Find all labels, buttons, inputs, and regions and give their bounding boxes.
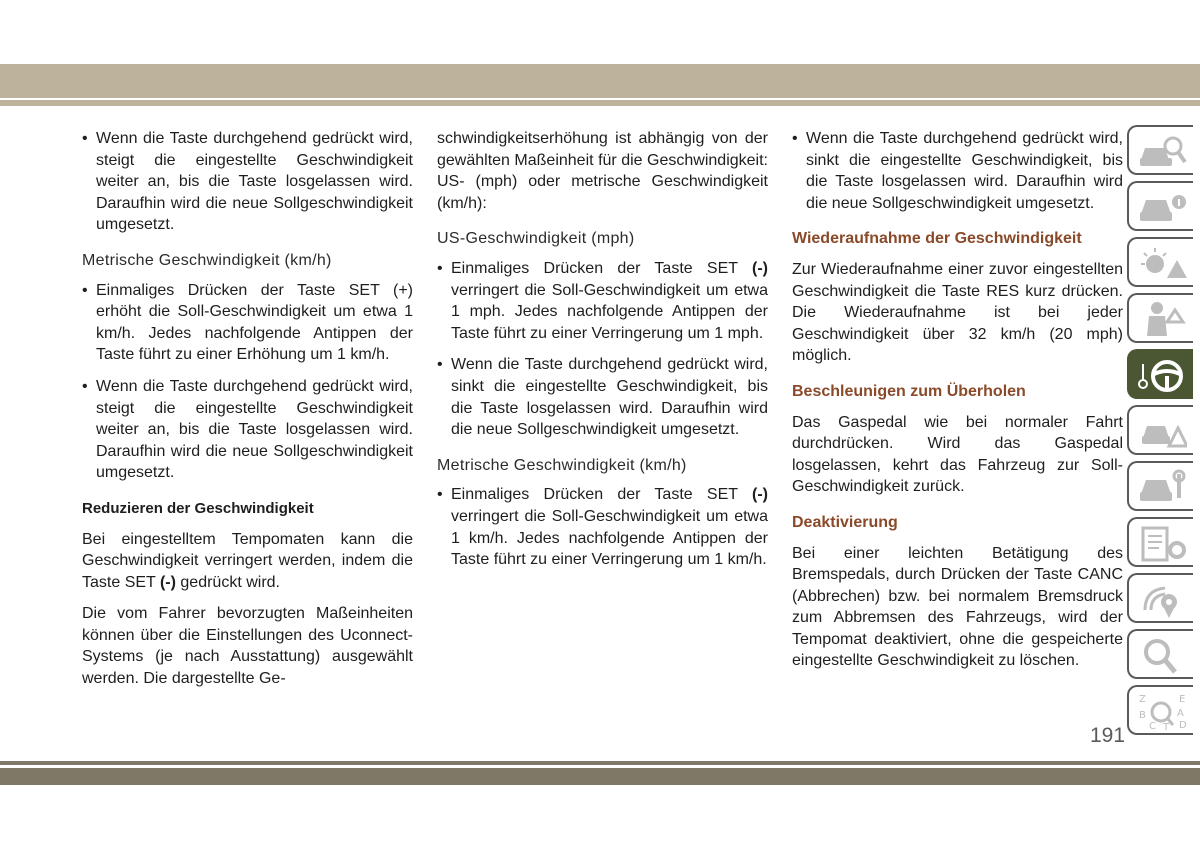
index-letter: D	[1179, 720, 1187, 731]
header-rule	[0, 100, 1200, 106]
footer-band	[0, 768, 1200, 785]
section-heading: Beschleunigen zum Überholen	[792, 382, 1026, 400]
tab-index-search[interactable]	[1127, 629, 1193, 679]
section-heading: Deaktivierung	[792, 513, 898, 531]
tab-car-search[interactable]	[1127, 125, 1193, 175]
tab-specifications[interactable]	[1127, 517, 1193, 567]
subheading: US-Geschwindigkeit (mph)	[437, 230, 635, 248]
index-letter: B	[1139, 710, 1146, 721]
footer-rule	[0, 761, 1200, 765]
steering-wheel-icon	[1137, 356, 1187, 396]
list-item: • Einmaliges Drücken der Taste SET (+) erhöht die Soll-Geschwindigkeit um etwa 1 km/h. Jedes nachfolgende Antippen der Taste führt zu einer Erhöhung um 1 km/h.	[82, 280, 413, 366]
column-2	[437, 128, 768, 581]
paragraph: Bei einer leichten Betätigung des Bremspedals, durch Drücken der Taste CANC (Abbrechen) bzw. bei normalem Bremsdruck zum Abbremsen des Fahrzeugs, wird der Tempomat deaktiviert, ohne die gespeicherte eingestellte Geschwindigkeit zu löschen.	[792, 544, 1123, 670]
paragraph	[82, 529, 413, 594]
section-heading: Reduzieren der Geschwindigkeit	[82, 499, 314, 517]
multimedia-icon	[1137, 580, 1187, 620]
paragraph: Zur Wiederaufnahme einer zuvor eingestellten Geschwindigkeit die Taste RES kurz drücken. Die Wiederaufnahme ist bei jeder Geschwindigkeit über 32 km/h (20 mph) möglich.	[792, 260, 1123, 365]
subheading: Metrische Geschwindigkeit (km/h)	[82, 251, 332, 269]
paragraph: schwindigkeitserhöhung ist abhängig von der gewählten Maßeinheit für die Geschwindigkeit: US- (mph) oder metrische Geschwindigkeit (km/h):	[437, 130, 768, 212]
list-item	[437, 484, 768, 570]
text: Einmaliges Drücken der Taste SET	[451, 259, 753, 277]
tab-car-info[interactable]	[1127, 181, 1193, 231]
bold-text: (-)	[752, 259, 768, 277]
list-item	[437, 258, 768, 344]
tab-alphabet-index[interactable]	[1127, 685, 1193, 735]
index-letter: T	[1163, 722, 1170, 732]
paragraph: Das Gaspedal wie bei normaler Fahrt durchdrücken. Wird das Gaspedal losgelassen, kehrt das Fahrzeug zur Soll-Geschwindigkeit zurück.	[792, 413, 1123, 496]
index-search-icon	[1137, 636, 1187, 676]
paragraph: Die vom Fahrer bevorzugten Maßeinheiten können über die Einstellungen des Uconnect-Systems (je nach Ausstattung) ausgewählt werden. Die dargestellte Ge-	[82, 605, 413, 688]
index-letter: A	[1177, 708, 1184, 719]
index-letter: E	[1179, 694, 1186, 705]
car-service-icon	[1137, 468, 1187, 508]
header-band	[0, 64, 1200, 98]
car-info-icon	[1137, 188, 1187, 228]
list-item: • Wenn die Taste durchgehend gedrückt wird, steigt die eingestellte Geschwindigkeit weiter an, bis die Taste losgelassen wird. Daraufhin wird die neue Sollgeschwindigkeit umgesetzt.	[82, 128, 413, 236]
text: Bei eingestelltem Tempomaten kann die Geschwindigkeit verringert werden, indem die Taste SET	[82, 530, 413, 591]
car-search-icon	[1137, 132, 1187, 172]
list-item: • Wenn die Taste durchgehend gedrückt wird, steigt die eingestellte Geschwindigkeit weiter an, bis die Taste losgelassen wird. Daraufhin wird die neue Sollgeschwindigkeit umgesetzt.	[82, 376, 413, 484]
tab-roadside-warning[interactable]	[1127, 405, 1193, 455]
section-heading: Wiederaufnahme der Geschwindigkeit	[792, 230, 1082, 248]
page-number: 191	[1090, 724, 1126, 747]
text: gedrückt wird.	[175, 573, 280, 591]
tab-multimedia[interactable]	[1127, 573, 1193, 623]
text: verringert die Soll-Geschwindigkeit um etwa 1 km/h. Jedes nachfolgende Antippen der Taste führt zu einer Verringerung um 1 km/h.	[451, 507, 768, 569]
warning-lights-icon	[1137, 244, 1187, 284]
tab-steering-wheel[interactable]	[1127, 349, 1193, 399]
index-letter: C	[1149, 721, 1156, 732]
column-1	[82, 128, 413, 700]
text: Einmaliges Drücken der Taste SET	[451, 486, 753, 504]
tab-warning-lights[interactable]	[1127, 237, 1193, 287]
index-letter: Z	[1139, 694, 1146, 705]
specifications-icon	[1137, 524, 1187, 564]
tab-car-service[interactable]	[1127, 461, 1193, 511]
text: verringert die Soll-Geschwindigkeit um etwa 1 mph. Jedes nachfolgende Antippen der Taste führt zu einer Verringerung um 1 mph.	[451, 281, 768, 342]
list-item: • Wenn die Taste durchgehend gedrückt wird, sinkt die eingestellte Geschwindigkeit, bis die Taste losgelassen wird. Daraufhin wird die neue Sollgeschwindigkeit umgesetzt.	[437, 354, 768, 440]
subheading: Metrische Geschwindigkeit (km/h)	[437, 456, 687, 474]
roadside-warning-icon	[1137, 412, 1187, 452]
column-3	[792, 128, 1123, 682]
alphabet-index-icon	[1137, 692, 1187, 732]
bold-text: (-)	[159, 573, 176, 591]
airbag-seat-icon	[1137, 300, 1187, 340]
bold-text: (-)	[752, 486, 768, 504]
list-item: • Wenn die Taste durchgehend gedrückt wird, sinkt die eingestellte Geschwindigkeit, bis die Taste losgelassen wird. Daraufhin wird die neue Sollgeschwindigkeit umgesetzt.	[792, 128, 1123, 214]
tab-airbag-seat[interactable]	[1127, 293, 1193, 343]
